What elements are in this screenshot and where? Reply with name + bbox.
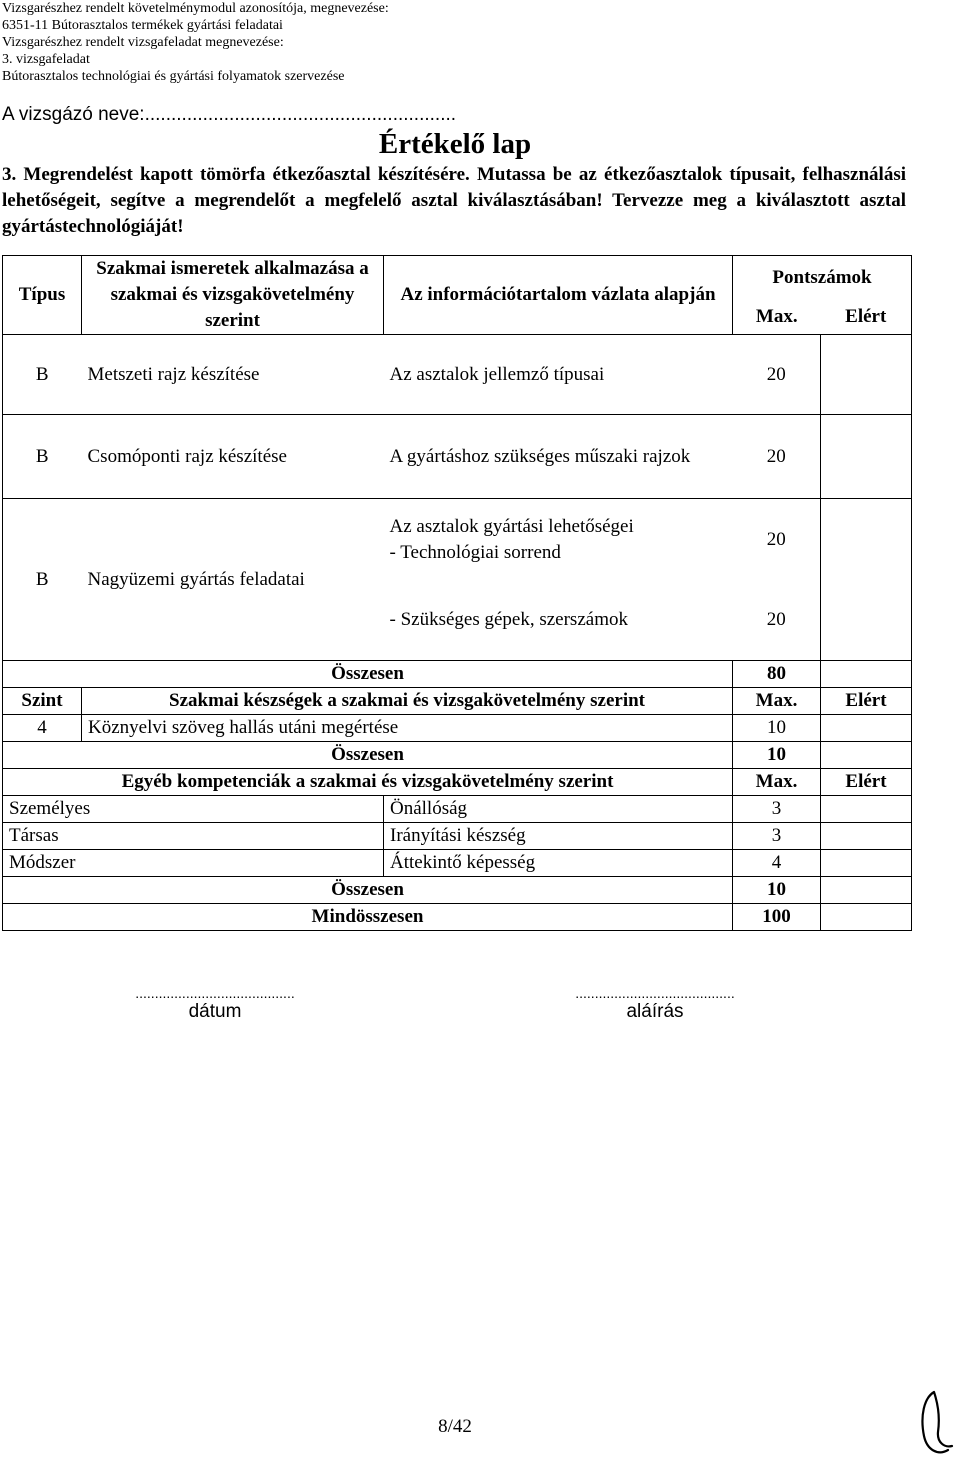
header-pontszamok: Pontszámok	[733, 256, 912, 301]
skills-header-szint: Szint	[3, 688, 82, 715]
subtotal-value: 10	[733, 877, 821, 904]
row-elert	[821, 415, 912, 499]
competence-header-max: Max.	[733, 769, 821, 796]
row-elert	[821, 499, 912, 661]
header-szakmai: Szakmai ismeretek alkalmazása a szakmai és vizsgakövetelmény szerint	[82, 256, 384, 335]
row-info-line: Az asztalok gyártási lehetőségei	[389, 515, 634, 537]
competence-name: Irányítási készség	[384, 823, 733, 850]
signature-label: aláírás	[626, 1001, 684, 1022]
competence-header-label: Egyéb kompetenciák a szakmai és vizsgakövetelmény szerint	[3, 769, 733, 796]
skills-header-label: Szakmai készségek a szakmai és vizsgakövetelmény szerint	[82, 688, 733, 715]
row-max: 20	[733, 499, 821, 581]
header-line: 3. vizsgafeladat	[2, 52, 90, 67]
page-title: Értékelő lap	[378, 128, 532, 160]
row-elert	[821, 335, 912, 415]
competence-name: Áttekintő képesség	[384, 850, 733, 877]
signature-block	[526, 985, 784, 1023]
grand-total-elert	[821, 904, 912, 931]
skill-label: Köznyelvi szöveg hallás utáni megértése	[82, 715, 733, 742]
competence-max: 3	[733, 823, 821, 850]
competence-header-elert: Elért	[821, 769, 912, 796]
handwritten-signature	[918, 1388, 956, 1460]
competence-name: Önállóság	[384, 796, 733, 823]
header-line: Vizsgarészhez rendelt vizsgafeladat megnevezése:	[2, 35, 284, 50]
skills-header-elert: Elért	[821, 688, 912, 715]
competence-category: Személyes	[3, 796, 384, 823]
header-line: Vizsgarészhez rendelt követelménymodul azonosítója, megnevezése:	[2, 1, 389, 16]
page-number: 8/42	[438, 1416, 472, 1437]
subtotal-value: 10	[733, 742, 821, 769]
row-type: B	[3, 335, 82, 415]
date-dots: .........................................	[135, 985, 295, 1001]
competence-max: 3	[733, 796, 821, 823]
date-block	[86, 985, 344, 1023]
header-info: Az információtartalom vázlata alapján	[384, 256, 733, 335]
row-type: B	[3, 415, 82, 499]
skill-szint: 4	[3, 715, 82, 742]
subtotal-label: Összesen	[3, 742, 733, 769]
subtotal-elert	[821, 877, 912, 904]
document-header	[2, 0, 389, 85]
candidate-name-line: A vizsgázó neve:...........................................................	[2, 104, 457, 125]
header-line: Bútorasztalos technológiai és gyártási folyamatok szervezése	[2, 69, 345, 84]
competence-elert	[821, 850, 912, 877]
header-max: Max.	[733, 301, 821, 335]
competence-category: Társas	[3, 823, 384, 850]
row-info: - Szükséges gépek, szerszámok	[384, 581, 733, 661]
row-skill: Nagyüzemi gyártás feladatai	[82, 499, 384, 661]
row-max: 20	[733, 335, 821, 415]
header-tipus: Típus	[3, 256, 82, 335]
subtotal-label: Összesen	[3, 661, 733, 688]
subtotal-value: 80	[733, 661, 821, 688]
row-info	[384, 499, 733, 581]
row-info: Az asztalok jellemző típusai	[384, 335, 733, 415]
skill-elert	[821, 715, 912, 742]
competence-elert	[821, 796, 912, 823]
signature-dots: .........................................	[575, 985, 735, 1001]
skills-header-max: Max.	[733, 688, 821, 715]
subtotal-label: Összesen	[3, 877, 733, 904]
evaluation-table	[2, 255, 912, 931]
row-type: B	[3, 499, 82, 661]
competence-category: Módszer	[3, 850, 384, 877]
competence-elert	[821, 823, 912, 850]
row-max: 20	[733, 415, 821, 499]
header-elert: Elért	[821, 301, 912, 335]
row-info-line: - Technológiai sorrend	[389, 541, 561, 563]
row-max: 20	[733, 581, 821, 661]
date-label: dátum	[188, 1001, 242, 1022]
row-skill: Metszeti rajz készítése	[82, 335, 384, 415]
row-info: A gyártáshoz szükséges műszaki rajzok	[384, 415, 733, 499]
row-skill: Csomóponti rajz készítése	[82, 415, 384, 499]
skill-max: 10	[733, 715, 821, 742]
header-line: 6351-11 Bútorasztalos termékek gyártási feladatai	[2, 18, 283, 33]
task-description: 3. Megrendelést kapott tömörfa étkezőasztal készítésére. Mutassa be az étkezőasztalok típusait, felhasználási lehetőségeit, segítve a megrendelőt a megfelelő asztal kiválasztásában! Tervezze meg a kiválasztott asztal gyártástechnológiáját!	[2, 164, 906, 237]
competence-max: 4	[733, 850, 821, 877]
grand-total-label: Mindösszesen	[3, 904, 733, 931]
grand-total-value: 100	[733, 904, 821, 931]
subtotal-elert	[821, 742, 912, 769]
subtotal-elert	[821, 661, 912, 688]
